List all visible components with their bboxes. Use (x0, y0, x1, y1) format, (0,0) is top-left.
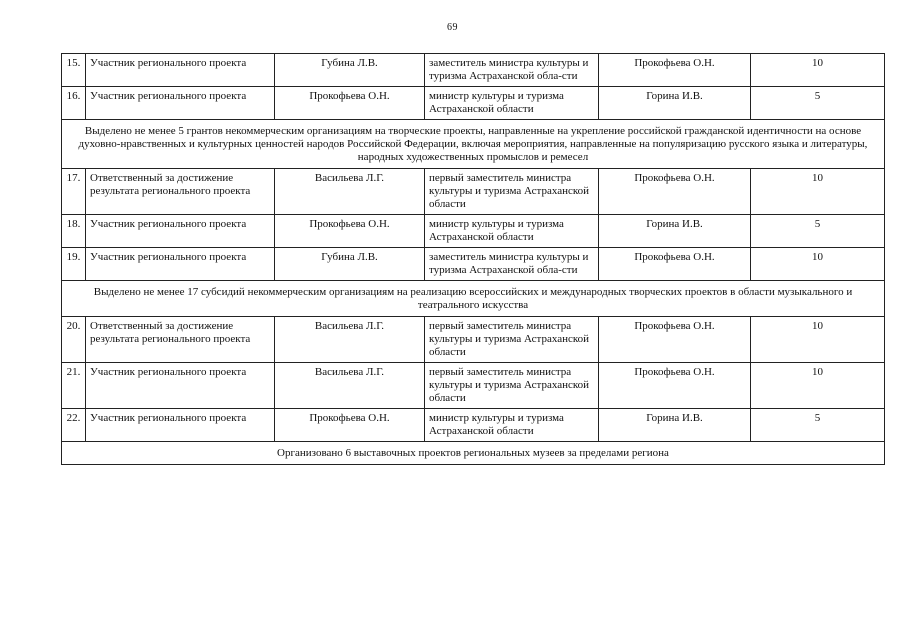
role-cell: Участник регионального проекта (86, 248, 275, 281)
involvement-value-cell: 10 (751, 54, 885, 87)
table-body (62, 54, 885, 465)
responsibility-table (61, 53, 885, 465)
involvement-value-cell: 10 (751, 317, 885, 363)
row-number-cell: 22. (62, 409, 86, 442)
table-row (62, 409, 885, 442)
position-cell: заместитель министра культуры и туризма Астраханской обла-сти (425, 54, 599, 87)
row-number-cell: 15. (62, 54, 86, 87)
position-cell: заместитель министра культуры и туризма Астраханской обла-сти (425, 248, 599, 281)
table-row (62, 215, 885, 248)
responsible-person-cell: Губина Л.В. (275, 248, 425, 281)
table-row (62, 54, 885, 87)
responsible-person-cell: Васильева Л.Г. (275, 317, 425, 363)
row-number-cell: 20. (62, 317, 86, 363)
supervisor-cell: Горина И.В. (599, 215, 751, 248)
position-cell: первый заместитель министра культуры и туризма Астраханской области (425, 169, 599, 215)
role-cell: Участник регионального проекта (86, 87, 275, 120)
section-heading-row (62, 281, 885, 317)
involvement-value-cell: 5 (751, 87, 885, 120)
supervisor-cell: Прокофьева О.Н. (599, 54, 751, 87)
section-heading: Выделено не менее 17 субсидий некоммерческим организациям на реализацию всероссийских и международных творческих проектов в области музыкального и театрального искусства (62, 281, 885, 317)
row-number-cell: 18. (62, 215, 86, 248)
section-heading: Выделено не менее 5 грантов некоммерческим организациям на творческие проекты, направленные на укрепление российской гражданской идентичности на основе духовно-нравственных и культурных ценностей народов Российской Федерации, включая мероприятия, направленные на популяризацию русского языка и литературы, народных художественных промыслов и ремесел (62, 120, 885, 169)
section-heading-row (62, 442, 885, 465)
table-row (62, 87, 885, 120)
role-cell: Участник регионального проекта (86, 363, 275, 409)
supervisor-cell: Прокофьева О.Н. (599, 317, 751, 363)
role-cell: Участник регионального проекта (86, 54, 275, 87)
supervisor-cell: Горина И.В. (599, 409, 751, 442)
supervisor-cell: Горина И.В. (599, 87, 751, 120)
involvement-value-cell: 5 (751, 215, 885, 248)
table-row (62, 317, 885, 363)
responsible-person-cell: Васильева Л.Г. (275, 363, 425, 409)
involvement-value-cell: 10 (751, 248, 885, 281)
row-number-cell: 21. (62, 363, 86, 409)
responsible-person-cell: Прокофьева О.Н. (275, 409, 425, 442)
role-cell: Ответственный за достижение результата регионального проекта (86, 169, 275, 215)
position-cell: первый заместитель министра культуры и туризма Астраханской области (425, 317, 599, 363)
position-cell: первый заместитель министра культуры и туризма Астраханской области (425, 363, 599, 409)
involvement-value-cell: 10 (751, 169, 885, 215)
row-number-cell: 17. (62, 169, 86, 215)
responsible-person-cell: Васильева Л.Г. (275, 169, 425, 215)
responsible-person-cell: Прокофьева О.Н. (275, 87, 425, 120)
row-number-cell: 19. (62, 248, 86, 281)
role-cell: Ответственный за достижение результата регионального проекта (86, 317, 275, 363)
responsible-person-cell: Прокофьева О.Н. (275, 215, 425, 248)
involvement-value-cell: 10 (751, 363, 885, 409)
position-cell: министр культуры и туризма Астраханской области (425, 409, 599, 442)
supervisor-cell: Прокофьева О.Н. (599, 248, 751, 281)
responsible-person-cell: Губина Л.В. (275, 54, 425, 87)
page-number: 69 (447, 22, 458, 33)
section-heading: Организовано 6 выставочных проектов региональных музеев за пределами региона (62, 442, 885, 465)
table-row (62, 169, 885, 215)
supervisor-cell: Прокофьева О.Н. (599, 363, 751, 409)
role-cell: Участник регионального проекта (86, 215, 275, 248)
table-row (62, 248, 885, 281)
table-row (62, 363, 885, 409)
supervisor-cell: Прокофьева О.Н. (599, 169, 751, 215)
section-heading-row (62, 120, 885, 169)
row-number-cell: 16. (62, 87, 86, 120)
position-cell: министр культуры и туризма Астраханской области (425, 215, 599, 248)
position-cell: министр культуры и туризма Астраханской области (425, 87, 599, 120)
role-cell: Участник регионального проекта (86, 409, 275, 442)
involvement-value-cell: 5 (751, 409, 885, 442)
